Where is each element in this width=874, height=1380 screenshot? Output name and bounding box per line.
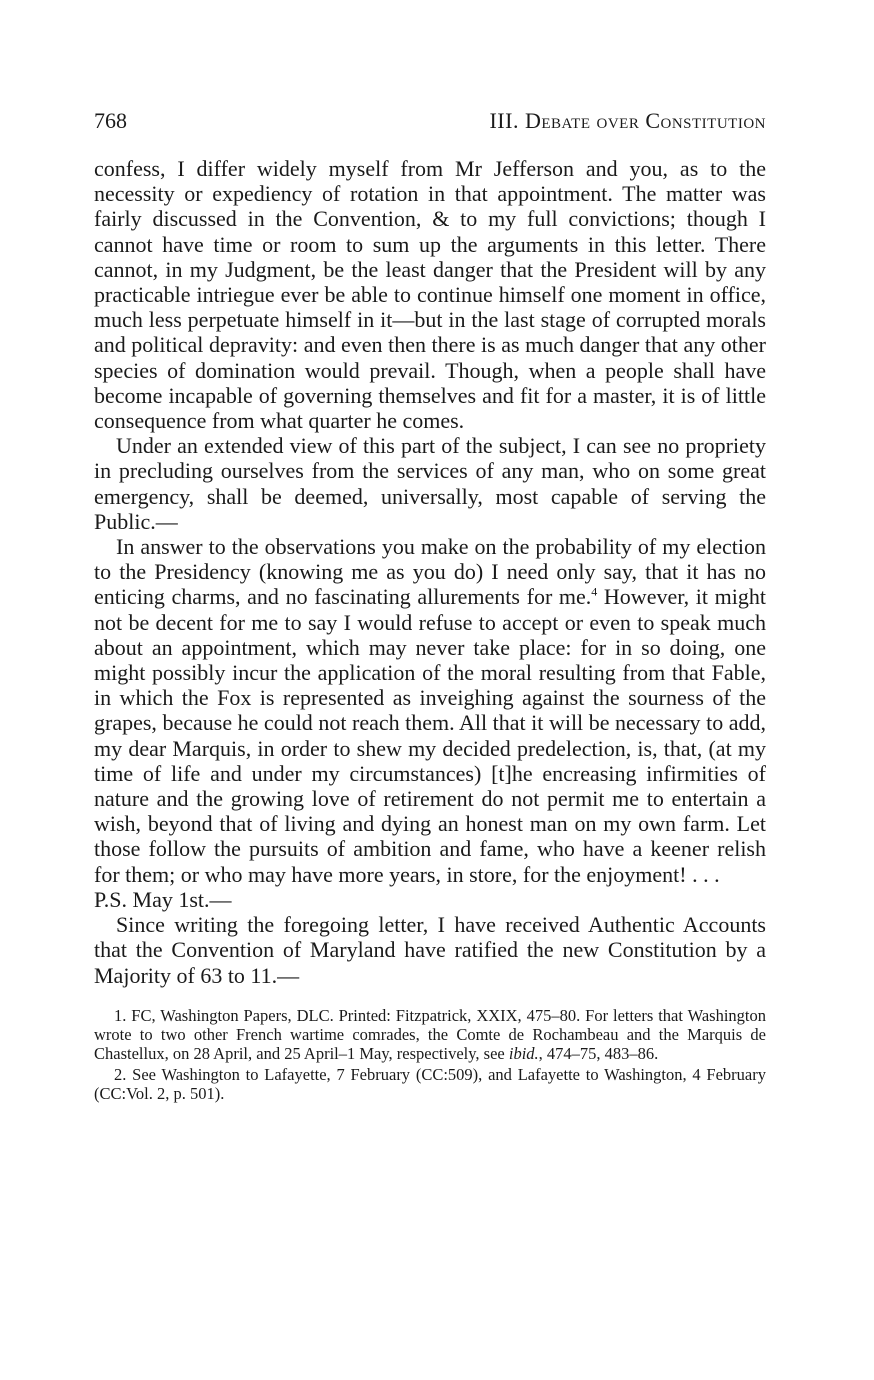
footnote-1 <box>94 1006 766 1063</box>
running-title <box>489 106 766 136</box>
paragraph-4: Since writing the foregoing letter, I have received Authentic Accounts that the Convention of Maryland have ratified the new Constitution by a Majority of 63 to 11.— <box>94 912 766 988</box>
letter-body <box>94 156 766 988</box>
document-page <box>94 106 766 1103</box>
footnote-1-part-1: 1. FC, Washington Papers, DLC. Printed: Fitzpatrick, XXIX, 475–80. For letters that Washington wrote to two other French wartime comrades, the Comte de Rochambeau and the Marquis de Chastellux, on 28 April, and 25 April–1 May, respectively, see <box>94 1005 766 1063</box>
postscript-heading: P.S. May 1st.— <box>94 886 232 912</box>
section-roman: III. <box>489 108 519 133</box>
footnote-1-part-2: , 474–75, 483–86. <box>538 1043 659 1063</box>
paragraph-3-part-2: However, it might not be decent for me to say I would refuse to accept or even to speak much about an appointment, which may never take place: for in so doing, one might possibly incur the application of the moral resulting from that Fable, in which the Fox is represented as inveighing against the sourness of the grapes, because he could not reach them. All that it will be necessary to add, my dear Marquis, in order to shew my decided predelection, is, that, (at my time of life and under my circumstances) [t]he encreasing infirmities of nature and the growing love of retirement do not permit me to entertain a wish, beyond that of living and dying an honest man on my own farm. Let those follow the pursuits of ambition and fame, who have a keener relish for them; or who may have more years, in store, for the enjoyment! . . . <box>94 584 766 887</box>
page-number: 768 <box>94 108 127 133</box>
footnotes <box>94 1006 766 1103</box>
footnote-2: 2. See Washington to Lafayette, 7 February (CC:509), and Lafayette to Washington, 4 February (CC:Vol. 2, p. 501). <box>94 1064 766 1103</box>
paragraph-1: confess, I differ widely myself from Mr Jefferson and you, as to the necessity or expediency of rotation in that appointment. The matter was fairly discussed in the Convention, & to my full convictions; though I cannot have time or room to sum up the arguments in this letter. There cannot, in my Judgment, be the least danger that the President will by any practicable intriegue ever be able to continue himself one moment in office, much less perpetuate himself in it—but in the last stage of corrupted morals and political depravity: and even then there is as much danger that any other species of domination would prevail. Though, when a people shall have become incapable of governing themselves and fit for a master, it is of little consequence from what quarter he comes. <box>94 156 766 434</box>
paragraph-3 <box>94 534 766 887</box>
paragraph-3-part-1: In answer to the observations you make on the probability of my election to the Presidency (knowing me as you do) I need only say, that it has no enticing charms, and no fascinating allurements for me. <box>94 534 766 610</box>
footnote-ref-4: 4 <box>591 585 598 600</box>
footnote-1-ibid: ibid. <box>508 1043 539 1063</box>
section-title: Debate over Constitution <box>524 108 766 133</box>
running-head <box>94 106 766 136</box>
paragraph-2: Under an extended view of this part of the subject, I can see no propriety in precluding ourselves from the services of any man, who on some great emergency, shall be deemed, universally, most capable of serving the Public.— <box>94 433 766 534</box>
